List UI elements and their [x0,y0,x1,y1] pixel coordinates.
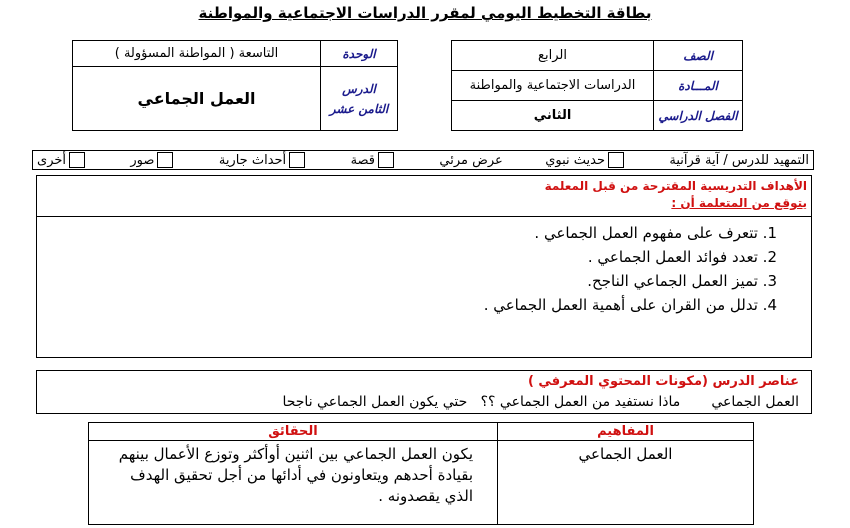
objective-item: 2. تعدد فوائد العمل الجماعي . [587,248,777,266]
intro-option-label: قصة [350,152,376,168]
info-table-right [451,40,743,131]
term-value: الثاني [452,101,654,131]
objectives-heading: الأهداف التدريسية المقترحة من قبل المعلمة [544,179,807,193]
objectives-subheading: يتوقع من المتعلمة أن : [671,196,807,210]
subject-label: المـــادة [654,71,743,101]
unit-label: الوحدة [321,41,398,67]
objective-item: 4. تدلل من القران على أهمية العمل الجماعي . [483,296,777,314]
objective-item: 3. تميز العمل الجماعي الناجح. [587,272,777,290]
intro-option-label: عرض مرئي [439,152,503,168]
page-title: بطاقة التخطيط اليومي لمقرر الدراسات الاجتماعية والمواطنة [198,4,652,22]
grade-value: الرابع [452,41,654,71]
lesson-elements-content: العمل الجماعي ماذا نستفيد من العمل الجماعي ؟؟ حتي يكون العمل الجماعي ناجحا [282,394,799,410]
checkbox-icon[interactable] [69,152,85,168]
intro-option-label: صور [130,152,155,168]
fact-cell: يكون العمل الجماعي بين اثنين أوأكثر وتوزع الأعمال بينهم بقيادة أحدهم ويتعاونون في أدائها من أجل تحقيق الهدف الذي يقصدونه . [89,441,498,525]
intro-label: التمهيد للدرس / آية قرآنية [669,152,809,168]
intro-option-hadith[interactable] [545,152,627,168]
lesson-elements-heading: عناصر الدرس (مكونات المحتوي المعرفي ) [527,374,799,389]
concept-cell: العمل الجماعي [498,441,754,525]
subject-value: الدراسات الاجتماعية والمواطنة [452,71,654,101]
intro-options-row [32,150,814,170]
checkbox-icon[interactable] [289,152,305,168]
lesson-elements-box [36,370,812,414]
intro-option-other[interactable] [37,152,88,168]
lesson-number: الثامن عشر [329,101,389,116]
lesson-label: الدرس [342,81,376,96]
intro-option-label: أحداث جارية [218,152,287,168]
intro-option-quran [669,153,809,168]
checkbox-icon[interactable] [608,152,624,168]
info-table-left [72,40,398,131]
unit-value: التاسعة ( المواطنة المسؤولة ) [73,41,321,67]
intro-option-label: أخرى [37,152,67,168]
checkbox-icon[interactable] [157,152,173,168]
objectives-header [37,176,811,217]
intro-option-label: حديث نبوي [545,152,605,168]
facts-header: الحقائق [89,423,498,441]
objectives-box [36,175,812,358]
objective-item: 1. تتعرف على مفهوم العمل الجماعي . [534,224,777,242]
intro-option-story[interactable] [351,152,397,168]
objectives-list [37,217,811,317]
term-label: الفصل الدراسي [654,101,743,131]
intro-option-images[interactable] [130,152,176,168]
lesson-title: العمل الجماعي [73,67,321,131]
concepts-header: المفاهيم [498,423,754,441]
intro-option-video[interactable] [439,153,502,168]
concepts-facts-table [88,422,754,525]
grade-label: الصف [654,41,743,71]
lesson-label-cell [321,67,398,131]
checkbox-icon[interactable] [378,152,394,168]
intro-option-events[interactable] [219,152,308,168]
